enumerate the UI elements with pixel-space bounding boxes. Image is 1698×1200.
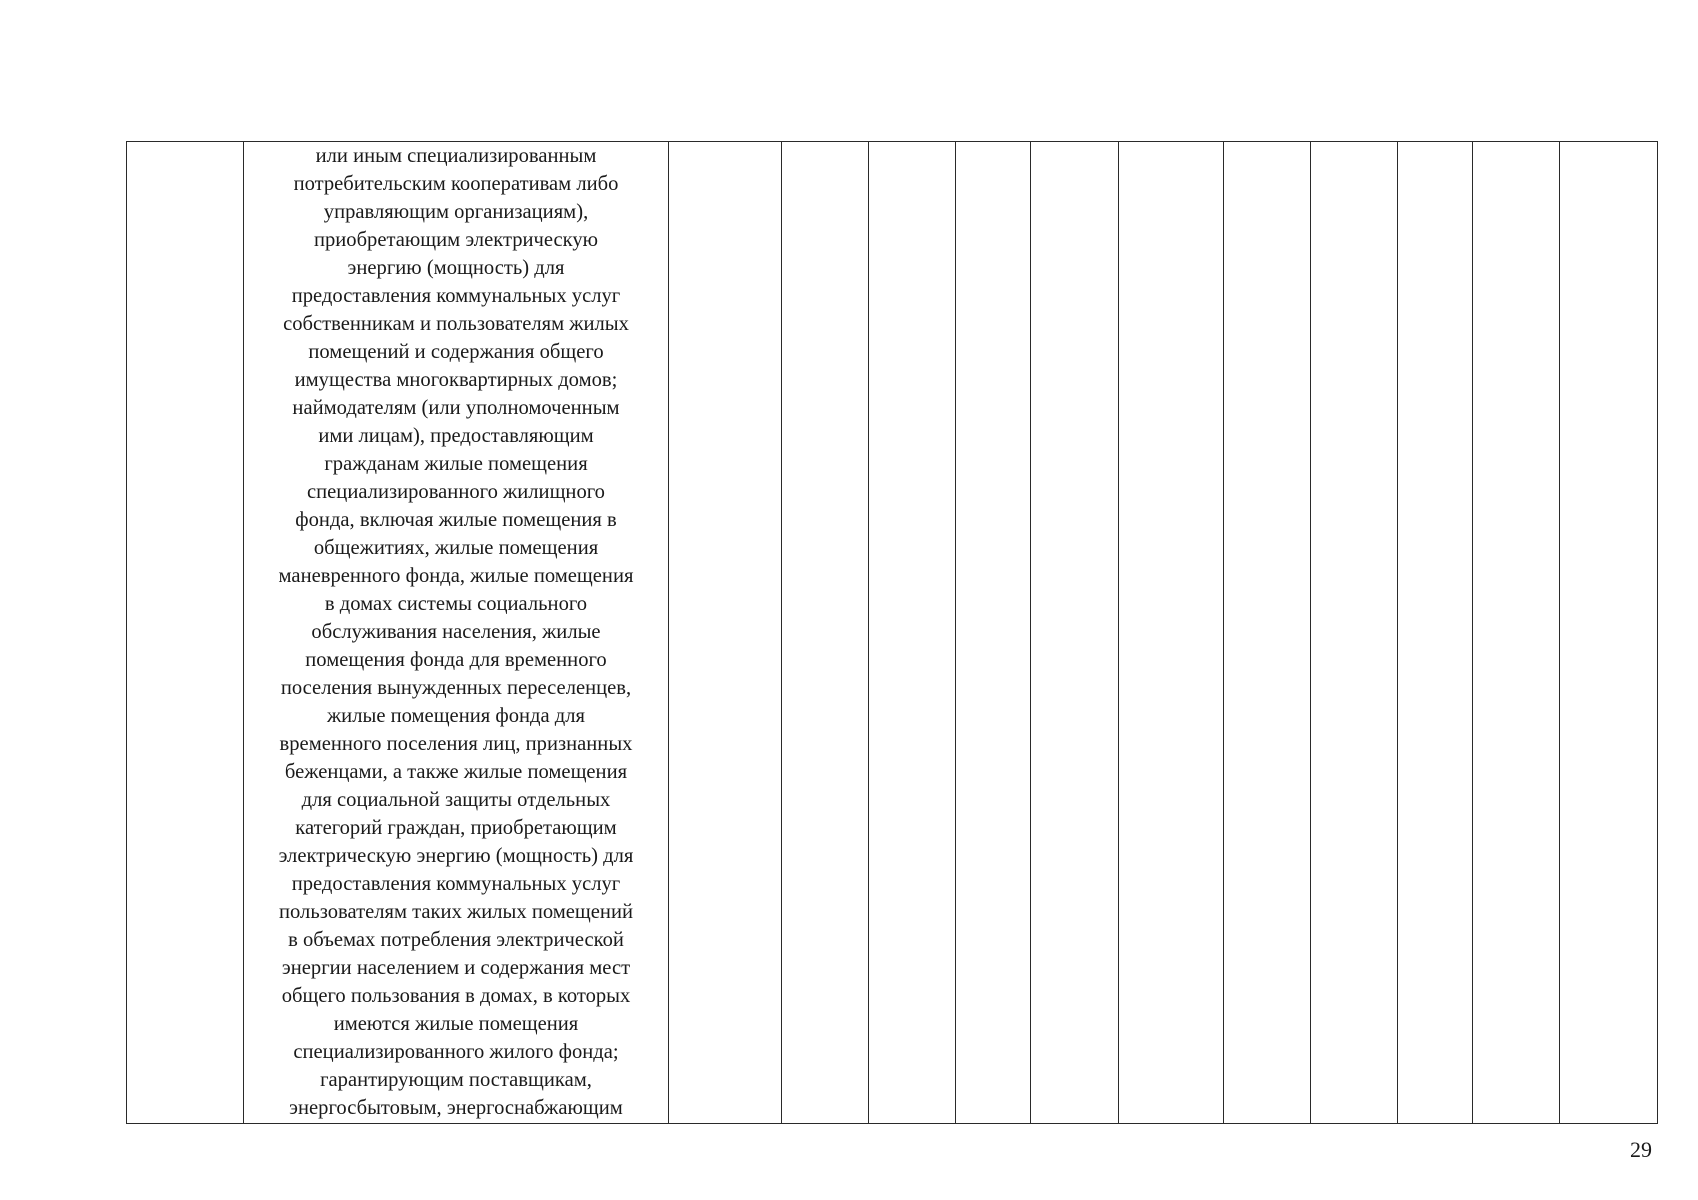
description-line: маневренного фонда, жилые помещения: [278, 565, 634, 587]
description-line: или иным специализированным: [315, 145, 597, 167]
description-line: имеются жилые помещения: [333, 1013, 579, 1035]
empty-cell: [956, 142, 1031, 1124]
description-line: имущества многоквартирных домов;: [294, 369, 618, 391]
description-line: электрическую энергию (мощность) для: [278, 845, 634, 867]
description-line: предоставления коммунальных услуг: [291, 873, 621, 895]
empty-cell: [1119, 142, 1224, 1124]
description-line: пользователям таких жилых помещений: [279, 901, 633, 923]
description-line: энергию (мощность) для: [347, 257, 565, 279]
description-line: собственникам и пользователям жилых: [283, 313, 629, 335]
description-line: обслуживания населения, жилые: [311, 621, 601, 643]
description-line: в объемах потребления электрической: [288, 929, 624, 951]
empty-cell-number: [127, 142, 244, 1124]
empty-cell: [1311, 142, 1398, 1124]
empty-cell: [782, 142, 869, 1124]
empty-cell: [1473, 142, 1560, 1124]
description-line: приобретающим электрическую: [313, 229, 599, 251]
description-cell: [244, 142, 669, 1124]
description-line: общежитиях, жилые помещения: [313, 537, 599, 559]
description-line: жилые помещения фонда для: [326, 705, 586, 727]
description-line: для социальной защиты отдельных: [301, 789, 611, 811]
description-line: помещения фонда для временного: [305, 649, 607, 671]
description-line: специализированного жилого фонда;: [293, 1041, 619, 1063]
description-line: специализированного жилищного: [307, 481, 605, 503]
description-text: [244, 142, 668, 1122]
description-line: поселения вынужденных переселенцев,: [280, 677, 632, 699]
description-line: категорий граждан, приобретающим: [295, 817, 617, 839]
description-line: временного поселения лиц, признанных: [279, 733, 633, 755]
empty-cell: [1031, 142, 1119, 1124]
table-container: [126, 141, 1657, 1124]
description-line: фонда, включая жилые помещения в: [295, 509, 617, 531]
description-line: общего пользования в домах, в которых: [281, 985, 631, 1007]
description-line: ими лицам), предоставляющим: [318, 425, 594, 447]
empty-cell: [1560, 142, 1658, 1124]
empty-cell: [1398, 142, 1473, 1124]
description-line: управляющим организациям),: [323, 201, 589, 223]
empty-cell: [1224, 142, 1311, 1124]
table-row: [127, 142, 1658, 1124]
page-number: 29: [1630, 1137, 1652, 1162]
description-line: энергосбытовым, энергоснабжающим: [289, 1097, 623, 1119]
description-line: в домах системы социального: [324, 593, 588, 615]
description-line: энергии населением и содержания мест: [281, 957, 631, 979]
description-line: предоставления коммунальных услуг: [291, 285, 621, 307]
tariff-table: [126, 141, 1658, 1124]
description-line: наймодателям (или уполномоченным: [292, 397, 620, 419]
empty-cell: [669, 142, 782, 1124]
description-line: беженцами, а также жилые помещения: [284, 761, 628, 783]
description-line: гражданам жилые помещения: [324, 453, 588, 475]
description-line: потребительским кооперативам либо: [293, 173, 619, 195]
description-line: гарантирующим поставщикам,: [320, 1069, 592, 1091]
empty-cell: [869, 142, 956, 1124]
description-line: помещений и содержания общего: [308, 341, 604, 363]
